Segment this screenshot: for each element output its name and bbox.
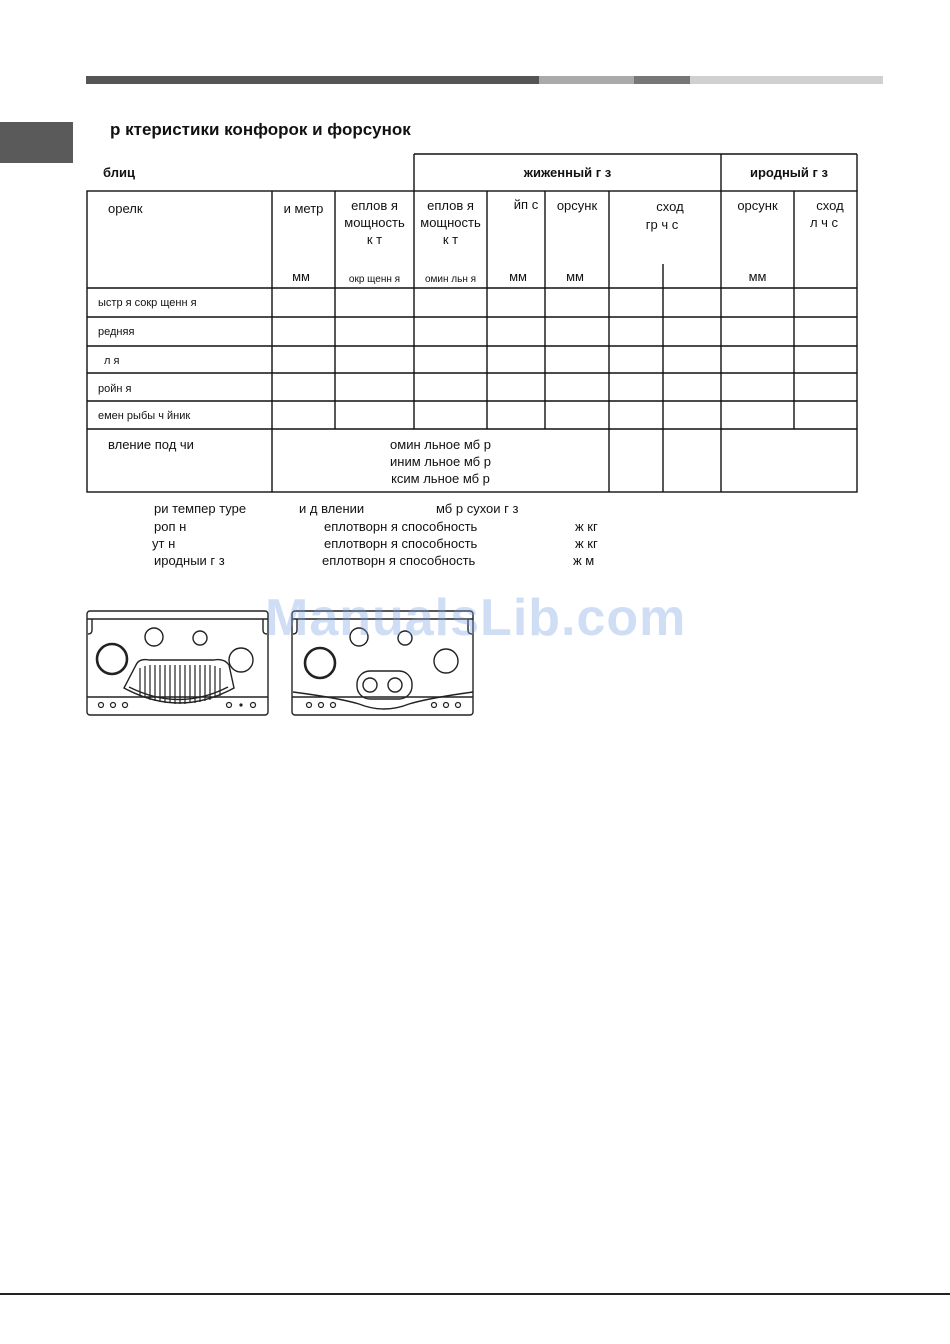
note-propane-unit: ж кг xyxy=(575,519,598,534)
pressure-row-label: вление под чи xyxy=(108,437,194,452)
col-flow-lpg-line2: гр ч с xyxy=(645,217,679,232)
col-flow-ng-line2: л ч с xyxy=(809,215,839,230)
note-natural-gas-unit: ж м xyxy=(573,553,595,568)
col-nozzle-lpg-header: орсунк xyxy=(556,198,598,213)
note-natural-gas-label: иродныи г з xyxy=(154,553,225,568)
note-propane-label: роп н xyxy=(154,519,187,534)
col-flow-lpg-line1: сход xyxy=(656,199,684,214)
table-row-label: редняя xyxy=(98,326,135,338)
footer-rule xyxy=(0,1293,950,1295)
col-power-nominal-line2: мощность xyxy=(420,215,481,230)
note-butane-desc: еплотворн я способность xyxy=(324,536,478,551)
cooktop-diagram-griddle-icon xyxy=(84,608,274,720)
col-diameter-header: и метр xyxy=(283,201,324,216)
pressure-maximum: ксим льное мб р xyxy=(391,471,490,486)
col-nozzle-lpg-unit: мм xyxy=(566,269,584,284)
col-burner-header: орелк xyxy=(108,201,143,216)
note-conditions-b: и д влении xyxy=(299,501,365,516)
col-diameter-unit: мм xyxy=(292,269,310,284)
table-row-label: ыстр я сокр щенн я xyxy=(98,297,197,309)
col-power-nominal-sub: омин льн я xyxy=(424,274,477,285)
col-power-nominal-line3: к т xyxy=(442,232,459,247)
col-flow-ng-line1: сход xyxy=(816,198,844,213)
page-title: р ктеристики конфорок и форсунок xyxy=(110,120,411,139)
note-conditions-a: ри темпер туре xyxy=(154,501,247,516)
pressure-minimum: иним льное мб р xyxy=(390,454,491,469)
col-power-reduced-line2: мощность xyxy=(344,215,405,230)
col-power-reduced-line1: еплов я xyxy=(351,198,398,213)
table-group-label: блиц xyxy=(103,165,135,180)
lpg-group-header: жиженный г з xyxy=(523,165,612,180)
note-conditions-c: мб р сухои г з xyxy=(436,501,519,516)
note-propane-desc: еплотворн я способность xyxy=(324,519,478,534)
col-bypass-header: йп с xyxy=(513,197,539,212)
pressure-nominal: омин льное мб р xyxy=(390,437,491,452)
table-row-label: емен рыбы ч йник xyxy=(98,410,191,422)
col-nozzle-ng-header: орсунк xyxy=(737,198,778,213)
spec-table-grid xyxy=(0,0,950,500)
note-butane-unit: ж кг xyxy=(575,536,598,551)
table-row-label: л я xyxy=(104,355,120,367)
note-natural-gas-desc: еплотворн я способность xyxy=(322,553,476,568)
col-power-reduced-sub: окр щенн я xyxy=(348,274,401,285)
watermark: ManualsLib.com xyxy=(265,589,687,647)
table-row-label: ройн я xyxy=(98,383,132,395)
natural-gas-group-header: иродный г з xyxy=(750,165,828,180)
note-butane-label: ут н xyxy=(152,536,176,551)
col-nozzle-ng-unit: мм xyxy=(748,269,767,284)
col-bypass-unit: мм xyxy=(509,269,527,284)
col-power-nominal-line1: еплов я xyxy=(427,198,474,213)
col-power-reduced-line3: к т xyxy=(366,232,383,247)
